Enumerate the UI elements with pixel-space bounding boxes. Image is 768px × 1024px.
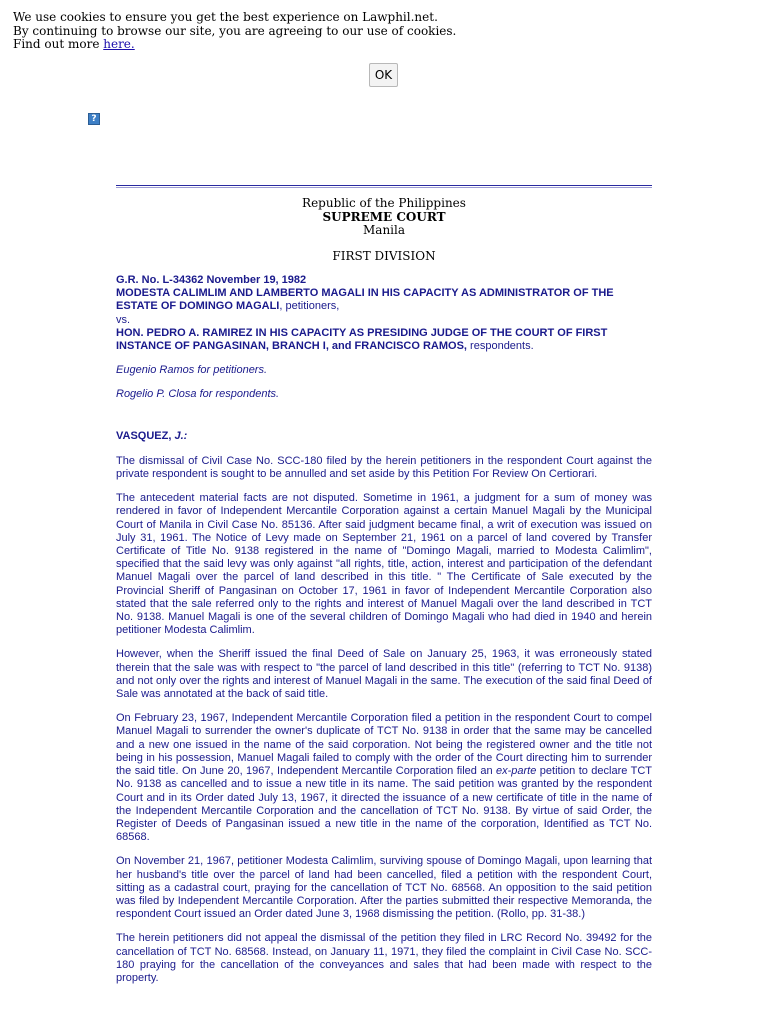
respondents-label: respondents.	[467, 340, 534, 353]
help-icon[interactable]: ?	[88, 113, 100, 125]
petitioners-names: MODESTA CALIMLIM AND LAMBERTO MAGALI IN HIS CAPACITY AS ADMINISTRATOR OF THE ESTATE OF DOMINGO MAGALI	[116, 287, 614, 313]
court-city: Manila	[363, 223, 405, 237]
counsel-respondents: Rogelio P. Closa for respondents.	[116, 388, 280, 401]
cookie-line-2: By continuing to browse our site, you are agreeing to our use of cookies.	[13, 23, 457, 38]
paragraph-6: The herein petitioners did not appeal the dismissal of the petition they filed in LRC Record No. 39492 for the cancellation of TCT No. 68568. Instead, on January 11, 1971, they filed the complaint in Civil Case No. SCC-180 praying for the cancellation of the conveyances and sales that had been made with respect to the property.	[116, 932, 652, 984]
counsel-petitioners: Eugenio Ramos for petitioners.	[116, 364, 268, 377]
respondents-line	[116, 327, 652, 353]
court-header	[116, 197, 652, 263]
paragraph-1: The dismissal of Civil Case No. SCC-180 filed by the herein petitioners in the respondent Court against the private respondent is sought to be annulled and set aside by this Petition For Review On Certiorari.	[116, 454, 652, 481]
paragraph-5: On November 21, 1967, petitioner Modesta Calimlim, surviving spouse of Domingo Magali, upon learning that her husband's title over the parcel of land had been cancelled, filed a petition with the respondent Court, sitting as a cadastral court, praying for the cancellation of TCT No. 68568. An opposition to the said petition was filed by Independent Mercantile Corporation. After the parties submitted their respective Memoranda, the respondent Court issued an Order dated June 3, 1968 dismissing the petition. (Rollo, pp. 31-38.)	[116, 855, 652, 921]
ponente	[116, 430, 652, 443]
republic-line: Republic of the Philippines	[302, 196, 466, 210]
header-divider	[116, 185, 652, 188]
cookie-ok-button[interactable]: OK	[369, 63, 398, 87]
cookie-line-3-prefix: Find out more	[13, 37, 104, 51]
cookie-line-3	[13, 38, 456, 52]
paragraph-4	[116, 712, 652, 844]
petitioners-label: , petitioners,	[279, 300, 340, 313]
paragraph-4-part-b: petition to declare TCT No. 9138 as cancelled and to issue a new title in its name. The said petition was granted by the respondent Court and in its Order dated July 13, 1967, it directed the issuance of a new certificate of title in the name of the Independent Mercantile Corporation and the cancellation of TCT No. 9138. By virtue of said Order, the Register of Deeds of Pangasinan issued a new title in the name of the corporation, Identified as TCT No. 68568.	[116, 765, 652, 844]
cookie-more-link[interactable]: here.	[103, 37, 135, 51]
court-name: SUPREME COURT	[322, 209, 446, 224]
cookie-line-1: We use cookies to ensure you get the best experience on Lawphil.net.	[13, 10, 438, 24]
respondents-names: HON. PEDRO A. RAMIREZ IN HIS CAPACITY AS PRESIDING JUDGE OF THE COURT OF FIRST INSTANCE OF PANGASINAN, BRANCH I, and FRANCISCO RAMOS,	[116, 326, 608, 353]
versus: vs.	[116, 313, 131, 326]
paragraph-2: The antecedent material facts are not disputed. Sometime in 1961, a judgment for a sum of money was rendered in favor of Independent Mercantile Corporation against a certain Manuel Magali by the Municipal Court of Manila in Civil Case No. 85136. After said judgment became final, a writ of execution was issued on July 31, 1961. The Notice of Levy made on September 21, 1961 on a parcel of land covered by Transfer Certificate of Title No. 9138 registered in the name of "Domingo Magali, married to Modesta Calimlim", specified that the said levy was only against "all rights, title, action, interest and participation of the defendant Manuel Magali over the parcel of land described in this title. " The Certificate of Sale executed by the Provincial Sheriff of Pangasinan on October 17, 1961 in favor of Independent Mercantile Corporation also stated that the sale referred only to the rights and interest of Manuel Magali over the land described in TCT No. 9138. Manuel Magali is one of the several children of Domingo Magali who had died in 1940 and herein petitioner Modesta Calimlim.	[116, 492, 652, 637]
ponente-suffix: J.:	[174, 429, 188, 442]
paragraph-3: However, when the Sheriff issued the final Deed of Sale on January 25, 1963, it was erroneously stated therein that the sale was with respect to "the parcel of land described in this title" (referring to TCT No. 9138) and not only over the rights and interest of Manuel Magali in the same. The execution of the said final Deed of Sale was annotated at the back of said title.	[116, 648, 652, 701]
paragraph-4-part-a: On February 23, 1967, Independent Mercantile Corporation filed a petition in the respondent Court to compel Manuel Magali to surrender the owner's duplicate of TCT No. 9138 in order that the same may be cancelled and a new one issued in the name of the said corporation. Not being the registered owner and the title not being in his possession, Manuel Magali failed to comply with the order of the Court directing him to surrender the said title. On June 20, 1967, Independent Mercantile Corporation filed an	[116, 712, 652, 778]
petitioners-line	[116, 287, 652, 313]
cookie-notice	[13, 11, 456, 52]
paragraph-4-italic: ex-parte	[496, 765, 537, 778]
division-name: FIRST DIVISION	[332, 248, 436, 263]
gr-number: G.R. No. L-34362 November 19, 1982	[116, 274, 307, 286]
case-caption	[116, 274, 652, 353]
decision-body	[116, 274, 652, 985]
ponente-name: VASQUEZ,	[116, 429, 172, 442]
